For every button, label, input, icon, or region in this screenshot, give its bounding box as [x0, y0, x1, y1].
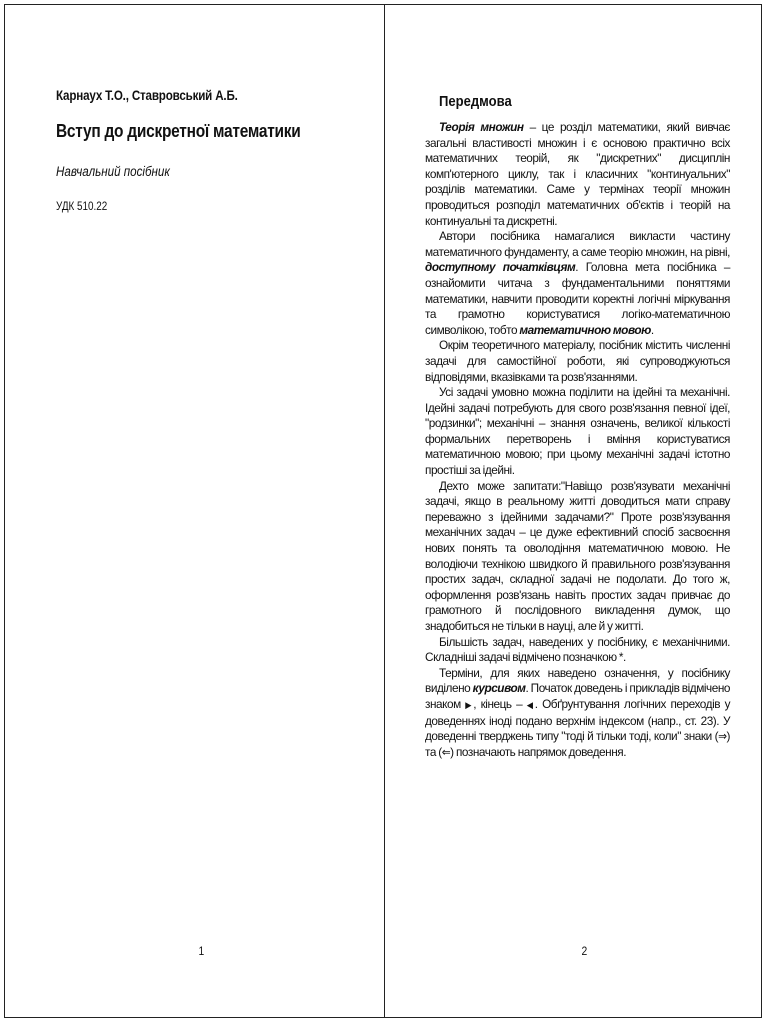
authors: Карнаух Т.О., Ставровський А.Б. [56, 88, 238, 103]
page-number-left: 1 [198, 944, 205, 958]
paragraph-3: Окрім теоретичного матеріалу, посібник містить численні задачі для самостійної роботи, які супроводжуються відповідями, вказівками та розв'язаннями. [425, 338, 730, 384]
paragraph-7-text-b: . Початок доведень і прикладів відмічено знаком [425, 681, 731, 711]
paragraph-2-text-b: . Головна мета посібника – ознайомити читача з фундаментальними поняттями математики, навчити проводити коректні логічні міркування та грамотно користуватися логіко-математичною символікою, тобто [425, 260, 730, 337]
paragraph-1-text: – це розділ математики, який вивчає загальні властивості множин і є основою практично всіх математичних теорій, як "дискретних" дисциплін комп'ютерного циклу, так і класичних "континуальних" розділів математики. Саме у термінах теорії множин проводиться розподіл математичних об'єктів і теорій на континуальні та дискретні. [425, 120, 730, 228]
paragraph-1 [425, 120, 730, 229]
paragraph-4: Усі задачі умовно можна поділити на ідейні та механічні. Ідейні задачі потребують для свого розв'язання певної ідеї, "родзинки"; механічні – знання означень, великої кількості формальних перетворень і вміння користуватися математичною мовою; при цьому механічні задачі істотно простіші за ідейні. [425, 385, 730, 478]
preface-heading: Передмова [439, 94, 512, 110]
term-set-theory: Теорія множин [439, 120, 524, 134]
paragraph-7-text-d: . Обґрунтування логічних переходів у доведеннях іноді подано верхнім індексом (напр., ст. 23). У доведенні тверджень типу "тоді й тільки тоді, коли" знаки (⇒) та (⇐) позначають напрямок доведення. [425, 696, 731, 759]
paragraph-2 [425, 229, 730, 338]
page-divider [384, 4, 385, 1018]
paragraph-7 [425, 666, 730, 761]
right-page [425, 94, 730, 760]
paragraph-7-text-a: Терміни, для яких наведено означення, у посібнику виділено [425, 665, 730, 696]
emphasis-italic: курсивом [472, 681, 526, 696]
emphasis-math-language: математичною мовою [519, 322, 651, 337]
book-subtitle: Навчальний посібник [56, 164, 170, 179]
paragraph-2-text-a: Автори посібника намагалися викласти частину математичного фундаменту, а саме теорію множин, на рівні, [425, 229, 730, 259]
page-number-right: 2 [581, 944, 588, 958]
udc-code: УДК 510.22 [56, 201, 108, 213]
proof-end-icon: ◀ [526, 699, 535, 710]
proof-start-icon: ▶ [465, 699, 474, 710]
book-title: Вступ до дискретної математики [56, 121, 301, 141]
left-page [56, 88, 366, 213]
paragraph-7-text-c: , кінець – [473, 696, 527, 711]
paragraph-6: Більшість задач, наведених у посібнику, є механічними. Складніші задачі відмічено позначкою *. [425, 634, 730, 665]
paragraph-5: Дехто може запитати:"Навіщо розв'язувати механічні задачі, якщо в реальному житті доводиться мати справу переважно з ідейними задачами?" Проте розв'язування механічних задач – це дуже ефективний спосіб засвоєння нових понять та оволодіння математичною мовою. Не володіючи технікою швидкого й правильного розв'язування простих задач, складної задачі не подолати. До того ж, оформлення розв'язань навіть простих задач привчає до грамотного й послідовного викладення думок, що знадобиться не тільки в науці, але й у житті. [425, 478, 730, 633]
paragraph-2-text-c: . [650, 322, 654, 337]
emphasis-beginners: доступному початківцям [425, 260, 576, 275]
